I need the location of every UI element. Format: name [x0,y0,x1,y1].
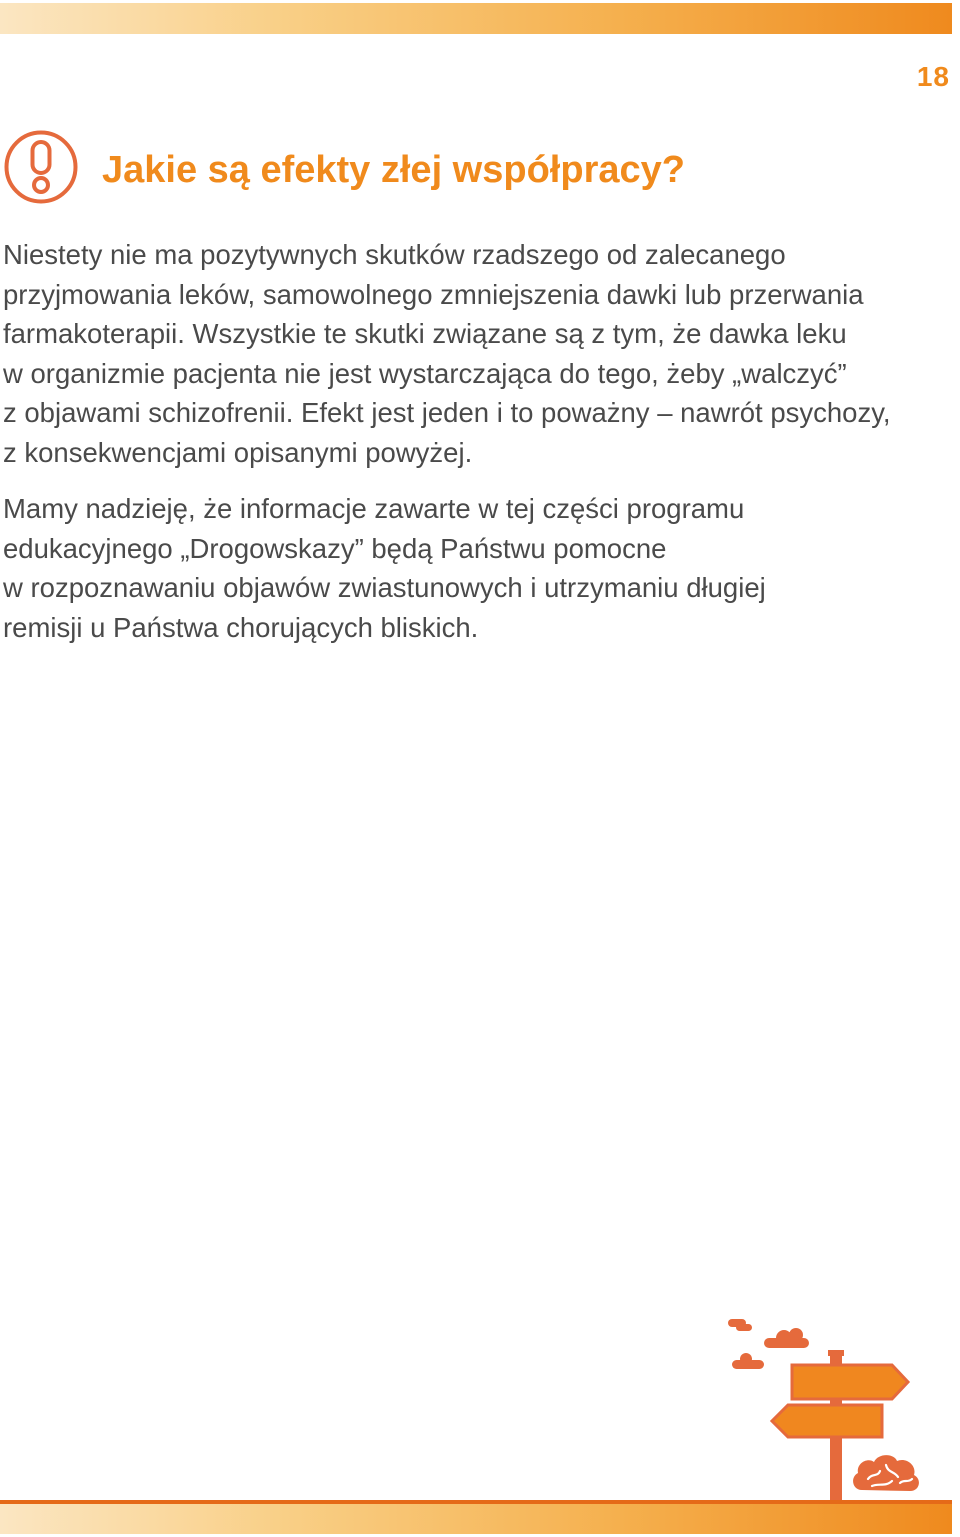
footer-divider [0,1500,952,1504]
cloud-icon [764,1328,809,1348]
cloud-icon [732,1353,764,1369]
header-gradient-bar [0,3,952,34]
paragraph-line: remisji u Państwa chorujących bliskich. [3,611,479,643]
footer-gradient-bar [0,1500,952,1534]
paragraph-line: przyjmowania leków, samowolnego zmniejszenia dawki lub przerwania [3,278,864,310]
paragraph-line: z konsekwencjami opisanymi powyżej. [3,436,473,468]
page-number: 18 [916,61,950,92]
brain-icon [853,1455,919,1491]
paragraph-line: edukacyjnego „Drogowskazy” będą Państwu pomocne [3,532,667,564]
paragraph-consequences [3,235,953,472]
paragraph-line: Mamy nadzieję, że informacje zawarte w tej części programu [3,493,745,524]
paragraph-line: Niestety nie ma pozytywnych skutków rzadszego od zalecanego [3,239,786,270]
paragraph-line: w organizmie pacjenta nie jest wystarczająca do tego, żeby „walczyć” [3,357,847,389]
cloud-icon [728,1319,752,1331]
paragraph-closing [3,489,953,647]
signpost-brain-icon [722,1315,928,1500]
paragraph-line: farmakoterapii. Wszystkie te skutki związane są z tym, że dawka leku [3,318,847,349]
exclamation-circle-icon [2,128,80,206]
paragraph-line: z objawami schizofrenii. Efekt jest jeden i to poważny – nawrót psychozy, [3,397,891,428]
section-heading: Jakie są efekty złej współpracy? [102,149,685,191]
paragraph-line: w rozpoznawaniu objawów zwiastunowych i utrzymaniu długiej [3,572,766,603]
